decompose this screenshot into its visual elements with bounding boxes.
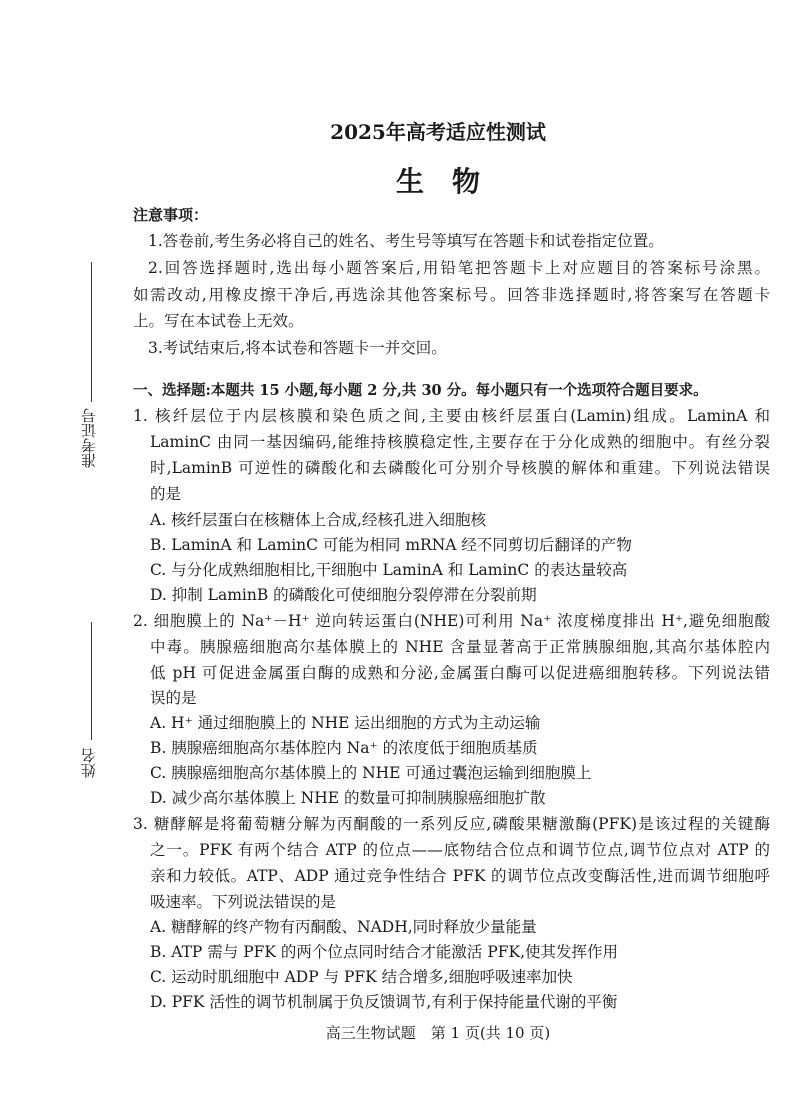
question-2-option-c: C. 胰腺癌细胞高尔基体膜上的 NHE 可通过囊泡运输到细胞膜上 — [150, 764, 592, 782]
exam-title: 2025年高考适应性测试 — [330, 120, 546, 144]
notes-heading: 注意事项： — [133, 206, 209, 224]
name-label: 姓名 — [80, 748, 98, 778]
id-number-label: 准考证号 — [80, 408, 98, 468]
question-1-stem: 的是 — [150, 485, 182, 503]
question-2-stem: 2. 细胞膜上的 Na⁺－H⁺ 逆向转运蛋白(NHE)可利用 Na⁺ 浓度梯度排出 H⁺,避免细胞酸 — [133, 612, 770, 630]
subject-title: 生 物 — [395, 165, 480, 198]
note-line: 上。写在本试卷上无效。 — [133, 312, 304, 330]
question-3-option-b: B. ATP 需与 PFK 的两个位点同时结合才能激活 PFK,使其发挥作用 — [150, 943, 619, 961]
id-number-line — [91, 262, 92, 402]
note-line: 如需改动,用橡皮擦干净后,再选涂其他答案标号。回答非选择题时,将答案写在答题卡 — [133, 286, 770, 304]
question-2-stem: 误的是 — [150, 689, 197, 707]
question-3-stem: 之一。PFK 有两个结合 ATP 的位点——底物结合位点和调节位点,调节位点对 ATP 的 — [150, 841, 770, 859]
question-2-stem: 中毒。胰腺癌细胞高尔基体膜上的 NHE 含量显著高于正常胰腺细胞,其高尔基体腔内 — [150, 638, 770, 656]
question-2-option-d: D. 减少高尔基体膜上 NHE 的数量可抑制胰腺癌细胞扩散 — [150, 789, 546, 807]
name-line — [91, 622, 92, 740]
note-line: 3.考试结束后,将本试卷和答题卡一并交回。 — [148, 339, 447, 357]
question-1-option-c: C. 与分化成熟细胞相比,干细胞中 LaminA 和 LaminC 的表达量较高 — [150, 561, 628, 579]
question-1-option-a: A. 核纤层蛋白在核糖体上合成,经核孔进入细胞核 — [150, 511, 486, 529]
question-1-stem: 1. 核纤层位于内层核膜和染色质之间,主要由核纤层蛋白(Lamin)组成。LaminA 和 — [133, 407, 770, 425]
page-footer: 高三生物试题 第 1 页(共 10 页) — [325, 1024, 551, 1042]
question-3-option-d: D. PFK 活性的调节机制属于负反馈调节,有利于保持能量代谢的平衡 — [150, 993, 618, 1011]
question-3-stem: 亲和力较低。ATP、ADP 通过竞争性结合 PFK 的调节位点改变酶活性,进而调节细胞呼 — [150, 867, 770, 885]
question-1-option-b: B. LaminA 和 LaminC 可能为相同 mRNA 经不同剪切后翻译的产物 — [150, 536, 632, 554]
section-heading: 一、选择题:本题共 15 小题,每小题 2 分,共 30 分。每小题只有一个选项符合题目要求。 — [133, 382, 708, 399]
question-1-stem: 时,LaminB 可逆性的磷酸化和去磷酸化可分别介导核膜的解体和重建。下列说法错误 — [150, 459, 770, 477]
question-1-option-d: D. 抑制 LaminB 的磷酸化可使细胞分裂停滞在分裂前期 — [150, 586, 537, 604]
question-3-stem: 3. 糖酵解是将葡萄糖分解为丙酮酸的一系列反应,磷酸果糖激酶(PFK)是该过程的关键酶 — [133, 815, 770, 833]
question-2-option-a: A. H⁺ 通过细胞膜上的 NHE 运出细胞的方式为主动运输 — [150, 714, 541, 732]
note-line: 1.答卷前,考生务必将自己的姓名、考生号等填写在答题卡和试卷指定位置。 — [148, 232, 664, 250]
note-line: 2.回答选择题时,选出每小题答案后,用铅笔把答题卡上对应题目的答案标号涂黑。 — [148, 259, 770, 277]
question-3-option-a: A. 糖酵解的终产物有丙酮酸、NADH,同时释放少量能量 — [150, 918, 537, 936]
question-3-option-c: C. 运动时肌细胞中 ADP 与 PFK 结合增多,细胞呼吸速率加快 — [150, 968, 573, 986]
question-3-stem: 吸速率。下列说法错误的是 — [150, 893, 337, 911]
question-2-stem: 低 pH 可促进金属蛋白酶的成熟和分泌,金属蛋白酶可以促进癌细胞转移。下列说法错 — [150, 664, 770, 682]
question-1-stem: LaminC 由同一基因编码,能维持核膜稳定性,主要存在于分化成熟的细胞中。有丝分裂 — [150, 433, 770, 451]
question-2-option-b: B. 胰腺癌细胞高尔基体腔内 Na⁺ 的浓度低于细胞质基质 — [150, 739, 538, 757]
